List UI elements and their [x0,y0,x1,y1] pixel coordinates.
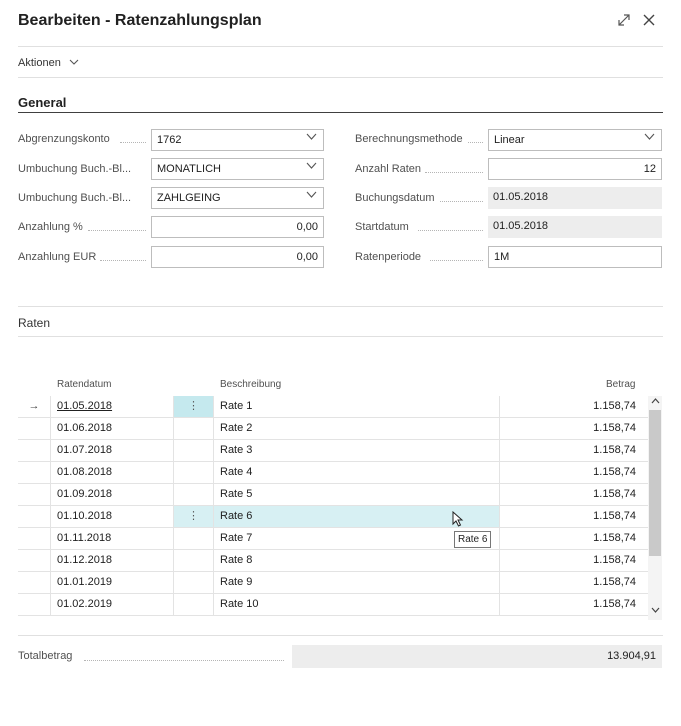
column-header-ratendatum[interactable]: Ratendatum [57,379,112,390]
row-menu-cell[interactable] [173,594,214,615]
scroll-up-icon[interactable] [648,396,662,408]
field-label-umbuchung-2: Umbuchung Buch.-Bl... [18,192,132,204]
betrag-cell[interactable]: 1.158,74 [593,422,636,434]
betrag-cell[interactable]: 1.158,74 [593,444,636,456]
chevron-down-icon [644,133,655,144]
expand-icon[interactable] [617,13,631,32]
anzahlung-pct-input[interactable]: 0,00 [151,216,324,238]
table-row[interactable] [18,484,648,506]
umbuchung-1-value: MONATLICH [157,163,221,175]
betrag-cell[interactable]: 1.158,74 [593,510,636,522]
abgrenzungskonto-select[interactable] [151,129,324,151]
ratendatum-cell[interactable]: 01.07.2018 [57,444,113,456]
beschreibung-cell[interactable]: Rate 2 [214,418,500,439]
umbuchung-2-select[interactable] [151,187,324,209]
startdatum-value: 01.05.2018 [488,216,662,238]
row-menu-icon[interactable]: ⋮ [173,506,214,527]
ratendatum-cell[interactable]: 01.08.2018 [57,466,113,478]
label-dots [418,230,483,231]
table-row[interactable] [18,462,648,484]
divider [18,635,663,636]
chevron-down-icon [306,162,317,173]
anzahl-raten-input[interactable]: 12 [488,158,662,180]
divider [18,306,663,307]
scrollbar-thumb[interactable] [649,410,661,556]
beschreibung-cell[interactable]: Rate 6 [214,506,500,527]
divider [18,46,663,47]
chevron-down-icon [306,191,317,202]
row-menu-cell[interactable] [173,550,214,571]
label-dots [84,660,284,661]
total-value: 13.904,91 [292,645,662,668]
abgrenzungskonto-value: 1762 [157,134,182,146]
betrag-cell[interactable]: 1.158,74 [593,488,636,500]
row-indicator [18,506,51,527]
betrag-cell[interactable]: 1.158,74 [593,532,636,544]
mouse-pointer-icon [452,511,464,532]
beschreibung-cell[interactable]: Rate 8 [214,550,500,571]
berechnungsmethode-select[interactable] [488,129,662,151]
betrag-cell[interactable]: 1.158,74 [593,598,636,610]
row-menu-cell[interactable] [173,418,214,439]
field-label-buchungsdatum: Buchungsdatum [355,192,435,204]
row-indicator [18,594,51,615]
ratendatum-cell[interactable]: 01.10.2018 [57,510,113,522]
row-menu-cell[interactable] [173,572,214,593]
ratendatum-cell[interactable]: 01.11.2018 [57,532,112,544]
total-label: Totalbetrag [18,650,73,662]
vertical-scrollbar[interactable] [648,396,662,620]
field-label-anzahl-raten: Anzahl Raten [355,163,422,175]
scroll-down-icon[interactable] [648,606,662,618]
table-row[interactable] [18,440,648,462]
ratendatum-link[interactable]: 01.05.2018 [57,400,113,412]
column-header-beschreibung[interactable]: Beschreibung [220,379,282,390]
beschreibung-cell[interactable]: Rate 1 [214,396,500,417]
beschreibung-cell[interactable]: Rate 3 [214,440,500,461]
umbuchung-1-select[interactable] [151,158,324,180]
row-indicator [18,528,51,549]
table-row[interactable] [18,528,648,550]
divider [18,336,663,337]
ratendatum-cell[interactable]: 01.12.2018 [57,554,113,566]
row-indicator [18,572,51,593]
row-indicator [18,418,51,439]
table-row[interactable] [18,396,648,418]
row-indicator-arrow-icon: → [18,396,51,417]
berechnungsmethode-value: Linear [494,134,525,146]
label-dots [425,172,483,173]
section-title-raten: Raten [18,316,51,330]
ratendatum-cell[interactable]: 01.09.2018 [57,488,113,500]
ratendatum-cell[interactable] [51,396,173,417]
label-dots [100,260,146,261]
row-tooltip: Rate 6 [454,531,491,548]
chevron-down-icon [69,57,79,69]
label-dots [88,230,146,231]
row-indicator [18,484,51,505]
column-header-betrag[interactable]: Betrag [606,379,636,390]
field-label-ratenperiode: Ratenperiode [355,251,422,263]
divider [18,77,663,78]
label-dots [430,260,483,261]
row-indicator [18,550,51,571]
field-label-berechnungsmethode: Berechnungsmethode [355,133,463,145]
section-underline [18,112,663,113]
ratendatum-cell[interactable]: 01.01.2019 [57,576,113,588]
row-menu-cell[interactable] [173,528,214,549]
label-dots [468,142,483,143]
ratendatum-cell[interactable]: 01.02.2019 [57,598,113,610]
ratendatum-cell[interactable]: 01.06.2018 [57,422,113,434]
section-title-general: General [18,95,67,110]
row-menu-cell[interactable] [173,462,214,483]
label-dots [120,142,146,143]
label-dots [440,201,483,202]
field-label-abgrenzungskonto: Abgrenzungskonto [18,133,110,145]
table-row[interactable] [18,550,648,572]
umbuchung-2-value: ZAHLGEING [157,192,221,204]
beschreibung-cell[interactable]: Rate 7 [214,528,500,549]
beschreibung-cell[interactable]: Rate 4 [214,462,500,483]
field-label-umbuchung-1: Umbuchung Buch.-Bl... [18,163,132,175]
table-row[interactable] [18,418,648,440]
beschreibung-cell[interactable]: Rate 10 [214,594,500,615]
beschreibung-cell[interactable]: Rate 9 [214,572,500,593]
table-row[interactable] [18,594,648,616]
table-row[interactable] [18,572,648,594]
table-row[interactable] [18,506,648,528]
row-menu-cell[interactable] [173,484,214,505]
beschreibung-cell[interactable]: Rate 5 [214,484,500,505]
field-label-anzahlung-eur: Anzahlung EUR [18,251,97,263]
anzahlung-eur-input[interactable]: 0,00 [151,246,324,268]
betrag-cell[interactable]: 1.158,74 [593,576,636,588]
ratenperiode-input[interactable]: 1M [488,246,662,268]
close-icon[interactable] [641,12,657,33]
row-menu-icon[interactable]: ⋮ [173,396,214,417]
actions-label: Aktionen [18,57,61,69]
field-label-anzahlung-pct: Anzahlung % [18,221,83,233]
betrag-cell[interactable]: 1.158,74 [593,554,636,566]
row-indicator [18,440,51,461]
betrag-cell[interactable]: 1.158,74 [593,466,636,478]
raten-grid [18,396,648,616]
betrag-cell[interactable]: 1.158,74 [593,400,636,412]
buchungsdatum-value: 01.05.2018 [488,187,662,209]
chevron-down-icon [306,133,317,144]
row-menu-cell[interactable] [173,440,214,461]
field-label-startdatum: Startdatum [355,221,409,233]
actions-menu[interactable] [18,57,79,69]
row-indicator [18,462,51,483]
dialog-title: Bearbeiten - Ratenzahlungsplan [18,12,262,29]
